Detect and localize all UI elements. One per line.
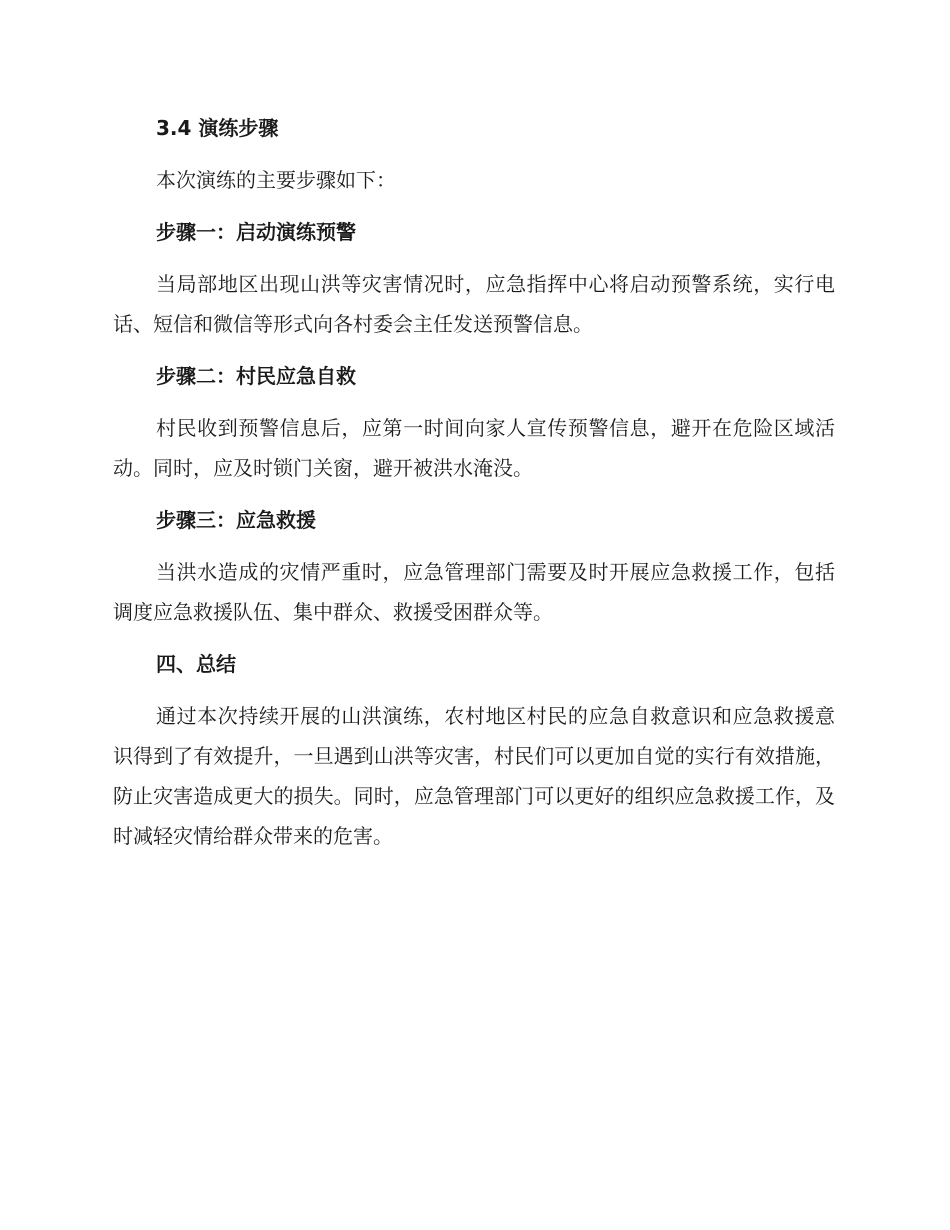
document-content	[113, 108, 835, 868]
step-2-heading: 步骤二：村民应急自救	[156, 364, 356, 388]
section-title: 3.4 演练步骤	[156, 116, 279, 140]
summary-paragraph: 通过本次持续开展的山洪演练，农村地区村民的应急自救意识和应急救援意识得到了有效提升，一旦遇到山洪等灾害，村民们可以更加自觉的实行有效措施，防止灾害造成更大的损失。同时，应急管理部门可以更好的组织应急救援工作，及时减轻灾情给群众带来的危害。	[113, 704, 835, 848]
step-3-heading: 步骤三：应急救援	[156, 508, 316, 532]
step-1-body: 当局部地区出现山洪等灾害情况时，应急指挥中心将启动预警系统，实行电话、短信和微信等形式向各村委会主任发送预警信息。	[113, 272, 835, 336]
intro-paragraph: 本次演练的主要步骤如下：	[156, 168, 396, 192]
summary-title: 四、总结	[156, 652, 236, 676]
step-3-body: 当洪水造成的灾情严重时，应急管理部门需要及时开展应急救援工作，包括调度应急救援队伍、集中群众、救援受困群众等。	[113, 560, 835, 624]
step-1-heading: 步骤一：启动演练预警	[156, 220, 356, 244]
step-2-body: 村民收到预警信息后，应第一时间向家人宣传预警信息，避开在危险区域活动。同时，应及时锁门关窗，避开被洪水淹没。	[113, 416, 835, 480]
